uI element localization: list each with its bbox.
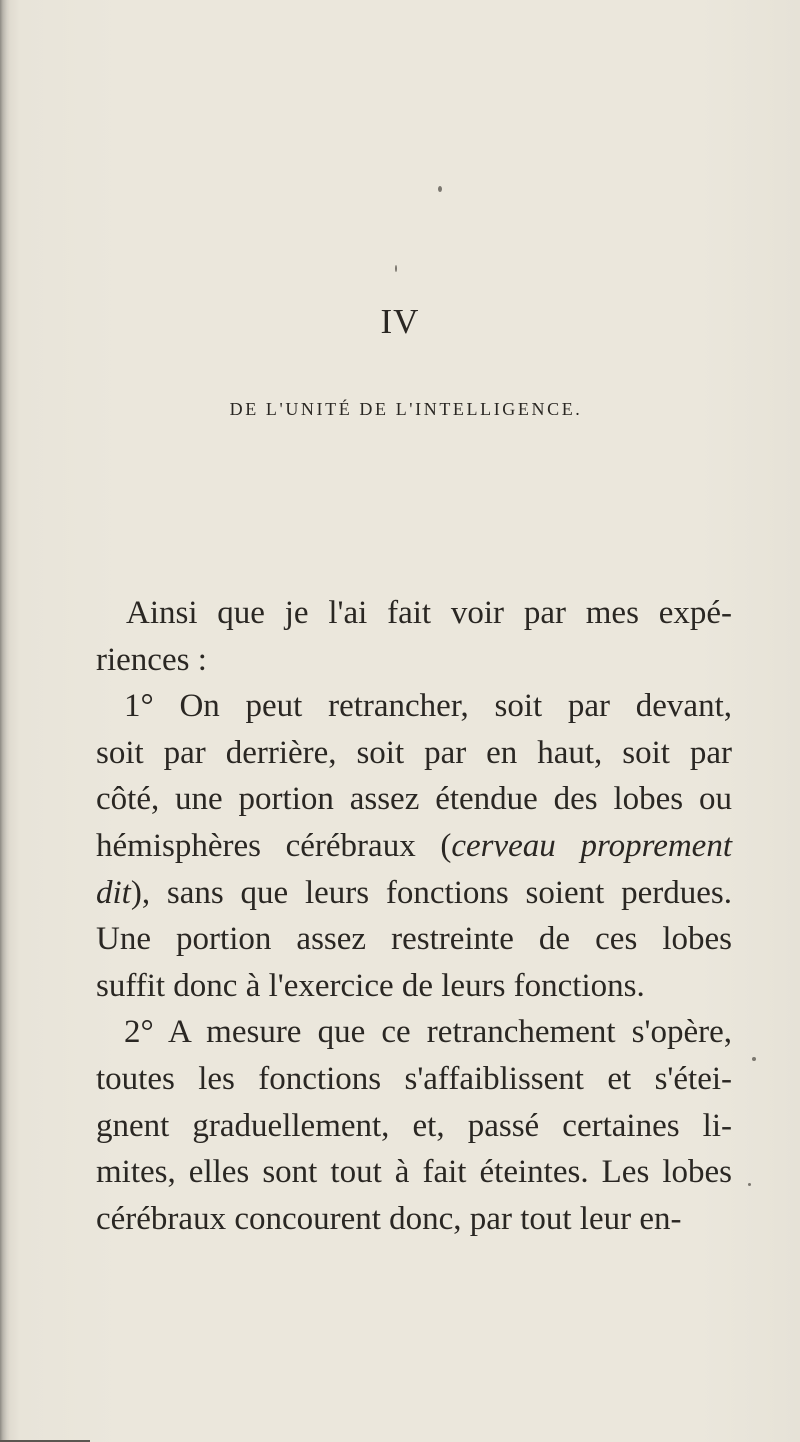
text-line: 2° A mesure que ce retranchement s'opère,: [124, 1014, 732, 1051]
text-line: suffit donc à l'exercice de leurs fonctions.: [96, 967, 645, 1004]
chapter-number: IV: [380, 302, 420, 341]
text-line: cérébraux concourent donc, par tout leur en-: [96, 1200, 682, 1237]
italic-segment: cerveau proprement: [451, 827, 732, 864]
body-paragraphs: [96, 590, 732, 1242]
page-spine-shadow: [0, 0, 10, 1442]
paper-speck: [438, 186, 442, 192]
text-line: riences :: [96, 641, 207, 678]
text-line-mixed: [96, 823, 732, 870]
text-line: gnent graduellement, et, passé certaines li-: [96, 1107, 732, 1144]
text-line: toutes les fonctions s'affaiblissent et s'étei-: [96, 1060, 732, 1097]
text-line: Ainsi que je l'ai fait voir par mes expé-: [126, 595, 732, 631]
paper-speck: [395, 265, 397, 272]
text-line: Une portion assez restreinte de ces lobes: [96, 921, 732, 958]
text-line: soit par derrière, soit par en haut, soit par: [96, 734, 732, 771]
paper-speck: [748, 1183, 751, 1186]
chapter-title: DE L'UNITÉ DE L'INTELLIGENCE.: [229, 399, 583, 419]
text-line: 1° On peut retrancher, soit par devant,: [124, 688, 732, 725]
text-line: mites, elles sont tout à fait éteintes. Les lobes: [96, 1154, 732, 1191]
text-segment: hémisphères cérébraux (: [96, 827, 452, 864]
text-segment: ), sans que leurs fonctions soient perdues.: [130, 874, 732, 911]
paper-speck: [752, 1057, 756, 1061]
italic-segment: dit: [96, 874, 131, 911]
text-line-mixed: [96, 870, 732, 917]
text-line: côté, une portion assez étendue des lobes ou: [96, 781, 732, 818]
